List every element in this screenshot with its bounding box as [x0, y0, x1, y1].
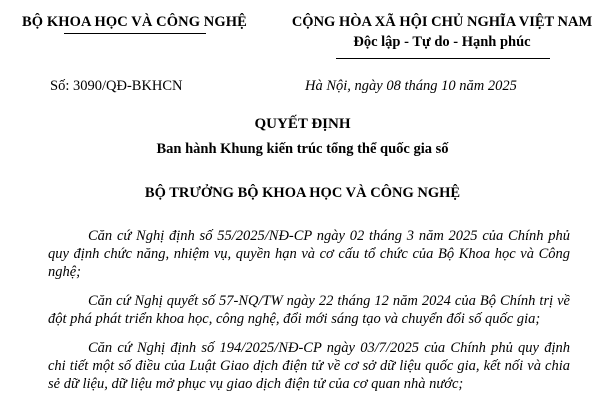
national-heading: [282, 14, 602, 51]
document-number: Số: 3090/QĐ-BKHCN: [50, 78, 183, 94]
legal-basis-paragraph: Căn cứ Nghị định số 55/2025/NĐ-CP ngày 02 tháng 3 năm 2025 của Chính phủ quy định chức năng, nhiệm vụ, quyền hạn và cơ cấu tổ chức của Bộ Khoa học và Công nghệ;: [48, 228, 570, 280]
agency-underline: [64, 33, 206, 34]
legal-basis-paragraph: Căn cứ Nghị định số 194/2025/NĐ-CP ngày 03/7/2025 của Chính phủ quy định chi tiết một số điều của Luật Giao dịch điện tử về cơ sở dữ liệu quốc gia, kết nối và chia sẻ dữ liệu, dữ liệu mở phục vụ giao dịch điện tử của cơ quan nhà nước;: [48, 340, 570, 392]
national-motto: Độc lập - Tự do - Hạnh phúc: [353, 34, 531, 50]
national-title: CỘNG HÒA XÃ HỘI CHỦ NGHĨA VIỆT NAM: [291, 14, 593, 30]
issuing-agency: BỘ KHOA HỌC VÀ CÔNG NGHỆ: [22, 14, 247, 30]
legal-basis: [48, 227, 570, 404]
place-and-date: Hà Nội, ngày 08 tháng 10 năm 2025: [305, 78, 517, 94]
motto-underline: [336, 58, 550, 59]
document-type-title: QUYẾT ĐỊNH: [254, 116, 351, 132]
issuing-authority: BỘ TRƯỞNG BỘ KHOA HỌC VÀ CÔNG NGHỆ: [144, 185, 461, 201]
legal-basis-paragraph: Căn cứ Nghị quyết số 57-NQ/TW ngày 22 tháng 12 năm 2024 của Bộ Chính trị về đột phá phát triển khoa học, công nghệ, đổi mới sáng tạo và chuyển đổi số quốc gia;: [48, 293, 570, 327]
document-subject: Ban hành Khung kiến trúc tổng thể quốc gia số: [156, 141, 449, 157]
